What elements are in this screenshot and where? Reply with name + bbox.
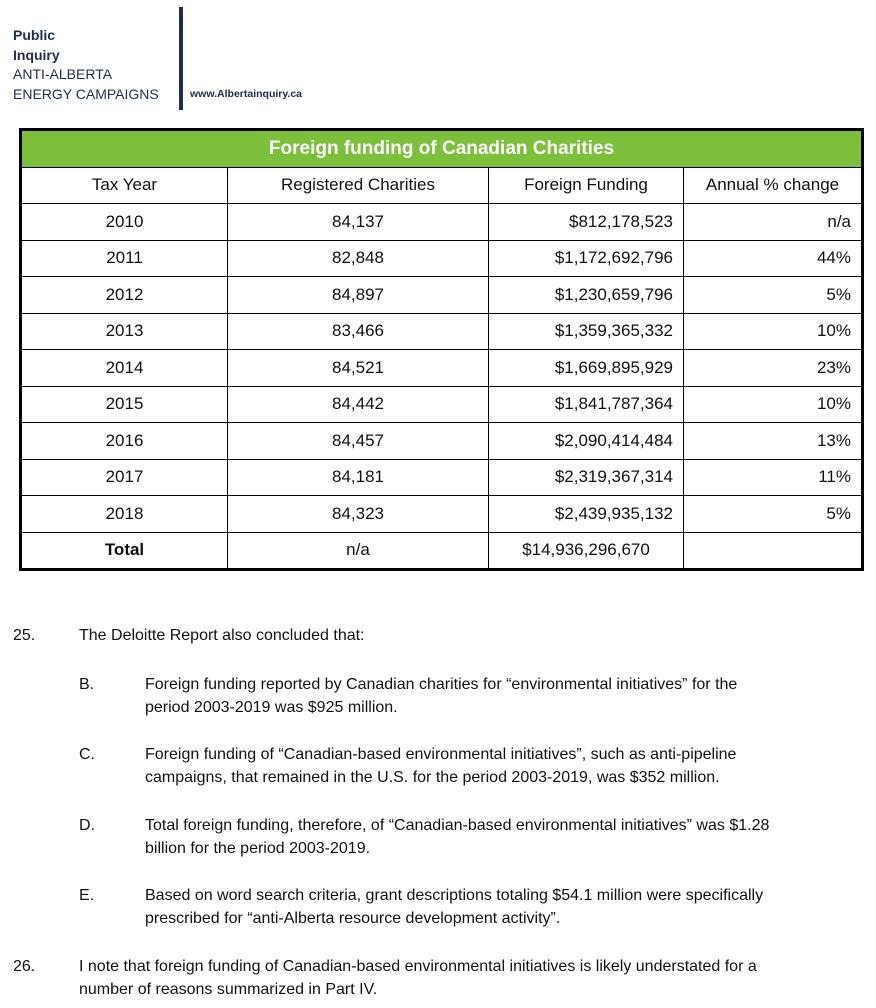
cell-annual-change: 13% [684,423,863,460]
item-b-line1: Foreign funding reported by Canadian charities for “environmental initiatives” for the [145,676,738,693]
table-header-row [21,167,863,204]
cell-tax-year: 2014 [21,350,228,387]
table-row [21,386,863,423]
cell-registered-charities: 84,442 [228,386,489,423]
col-header-annual-change: Annual % change [684,167,863,204]
item-e-line1: Based on word search criteria, grant descriptions totaling $54.1 million were specifically [145,887,764,904]
paragraph-25-text: The Deloitte Report also concluded that: [79,627,365,644]
cell-tax-year: 2011 [21,240,228,277]
cell-tax-year: 2013 [21,313,228,350]
total-registered-charities: n/a [228,532,489,570]
header-line-public: Public [13,27,56,43]
paragraph-26-line1: I note that foreign funding of Canadian-based environmental initiatives is likely understated for a [79,958,757,975]
total-label: Total [21,532,228,570]
cell-tax-year: 2010 [21,204,228,241]
cell-registered-charities: 84,897 [228,277,489,314]
cell-annual-change: 5% [684,496,863,533]
cell-tax-year: 2017 [21,459,228,496]
table-row [21,496,863,533]
cell-foreign-funding: $1,841,787,364 [489,386,684,423]
item-label-d: D. [79,817,95,834]
item-d-line2: billion for the period 2003-2019. [145,840,371,857]
table-row [21,423,863,460]
header-divider [179,7,183,110]
cell-registered-charities: 84,521 [228,350,489,387]
item-c-line2: campaigns, that remained in the U.S. for the period 2003-2019, was $352 million. [145,769,720,786]
cell-tax-year: 2016 [21,423,228,460]
table-total-row [21,532,863,570]
cell-annual-change: n/a [684,204,863,241]
table-row [21,313,863,350]
total-foreign-funding: $14,936,296,670 [489,532,684,570]
table-title-row [21,130,863,168]
cell-tax-year: 2012 [21,277,228,314]
paragraph-26-text [79,955,757,1001]
item-e-text [145,884,763,930]
item-d-line1: Total foreign funding, therefore, of “Canadian-based environmental initiatives” was $1.28 [145,817,770,834]
header-line-inquiry: Inquiry [13,46,60,63]
cell-foreign-funding: $2,439,935,132 [489,496,684,533]
col-header-registered-charities: Registered Charities [228,167,489,204]
item-label-c: C. [79,746,95,763]
item-label-e: E. [79,887,95,904]
item-c-line1: Foreign funding of “Canadian-based environmental initiatives”, such as anti-pipeline [145,746,737,763]
item-d-text [145,814,769,860]
cell-foreign-funding: $1,669,895,929 [489,350,684,387]
cell-tax-year: 2015 [21,386,228,423]
paragraph-number-26: 26. [13,958,36,975]
cell-foreign-funding: $1,172,692,796 [489,240,684,277]
cell-annual-change: 10% [684,313,863,350]
cell-tax-year: 2018 [21,496,228,533]
cell-registered-charities: 84,181 [228,459,489,496]
cell-foreign-funding: $2,319,367,314 [489,459,684,496]
col-header-tax-year: Tax Year [21,167,228,204]
col-header-foreign-funding: Foreign Funding [489,167,684,204]
header-line-anti-alberta: ANTI-ALBERTA [13,66,113,82]
cell-registered-charities: 83,466 [228,313,489,350]
header-url: www.Albertainquiry.ca [190,88,303,100]
table-row [21,459,863,496]
cell-annual-change: 10% [684,386,863,423]
paragraph-26-line2: number of reasons summarized in Part IV. [79,981,378,998]
item-label-b: B. [79,676,95,693]
table-row [21,350,863,387]
cell-foreign-funding: $812,178,523 [489,204,684,241]
cell-foreign-funding: $1,230,659,796 [489,277,684,314]
item-e-line2: prescribed for “anti-Alberta resource development activity”. [145,910,561,927]
cell-registered-charities: 82,848 [228,240,489,277]
table-row [21,204,863,241]
cell-annual-change: 11% [684,459,863,496]
cell-registered-charities: 84,457 [228,423,489,460]
cell-annual-change: 5% [684,277,863,314]
item-b-line2: period 2003-2019 was $925 million. [145,699,398,716]
cell-foreign-funding: $1,359,365,332 [489,313,684,350]
item-c-text [145,743,736,789]
item-b-text [145,673,737,719]
header-line-energy-campaigns: ENERGY CAMPAIGNS [13,85,159,102]
foreign-funding-table [19,128,864,571]
header-logo-text [13,26,159,104]
total-annual-change [684,532,863,570]
table-row [21,240,863,277]
cell-foreign-funding: $2,090,414,484 [489,423,684,460]
paragraph-number-25: 25. [13,627,36,644]
cell-annual-change: 23% [684,350,863,387]
cell-registered-charities: 84,137 [228,204,489,241]
table-title: Foreign funding of Canadian Charities [21,130,863,168]
cell-registered-charities: 84,323 [228,496,489,533]
cell-annual-change: 44% [684,240,863,277]
table-row [21,277,863,314]
